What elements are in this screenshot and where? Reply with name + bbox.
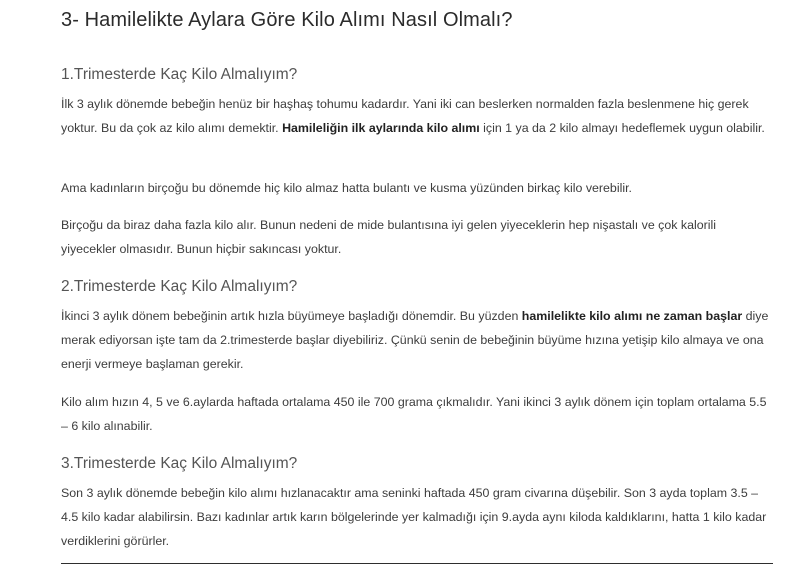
paragraph: Kilo alım hızın 4, 5 ve 6.aylarda haftada ortalama 450 ile 700 grama çıkmalıdır. Yani ikinci 3 aylık dönem için toplam ortalama 5.5 – 6 kilo alınabilir. [61,395,767,433]
bold-phrase: hamilelikte kilo alımı ne zaman başlar [521,309,743,323]
article-section-title: 3- Hamilelikte Aylara Göre Kilo Alımı Nasıl Olmalı? [61,9,513,31]
section-heading-trimester-3: 3.Trimesterde Kaç Kilo Almalıyım? [61,455,298,472]
bold-phrase: Hamileliğin ilk aylarında kilo alımı [282,121,480,135]
paragraph: Son 3 aylık dönemde bebeğin kilo alımı hızlanacaktır ama seninki haftada 450 gram civarına düşebilir. Son 3 ayda toplam 3.5 – 4.5 kilo kadar alabilirsin. Bazı kadınlar artık karın bölgelerinde yer kalmadığı için 9.ayda aynı kiloda kaldıklarını, hatta 1 kilo kadar verdiklerini görürler. [61,486,767,548]
paragraph: Ama kadınların birçoğu bu dönemde hiç kilo almaz hatta bulantı ve kusma yüzünden birkaç kilo verebilir. [61,181,632,195]
paragraph: Birçoğu da biraz daha fazla kilo alır. Bunun nedeni de mide bulantısına iyi gelen yiyeceklerin hep nişastalı ve çok kalorili yiyecekler olmasıdır. Bunun hiçbir sakıncası yoktur. [61,218,717,256]
section-heading-trimester-2: 2.Trimesterde Kaç Kilo Almalıyım? [61,278,298,295]
paragraph: İkinci 3 aylık dönem bebeğinin artık hızla büyümeye başladığı dönemdir. Bu yüzden hamilelikte kilo alımı ne zaman başlar diye merak ediyorsan işte tam da 2.trimesterde başlar diyebiliriz. Çünkü senin de bebeğinin büyüme hızına yetişip kilo almaya ve ona enerji vermeye başlaman gerekir. [61,309,769,371]
section-heading-trimester-1: 1.Trimesterde Kaç Kilo Almalıyım? [61,66,298,83]
paragraph: İlk 3 aylık dönemde bebeğin henüz bir haşhaş tohumu kadardır. Yani iki can beslerken normalden fazla beslenmene hiç gerek yoktur. Bu da çok az kilo alımı demektir. Hamileliğin ilk aylarında kilo alımı için 1 ya da 2 kilo almayı hedeflemek uygun olabilir. [61,97,765,135]
divider [61,563,773,564]
